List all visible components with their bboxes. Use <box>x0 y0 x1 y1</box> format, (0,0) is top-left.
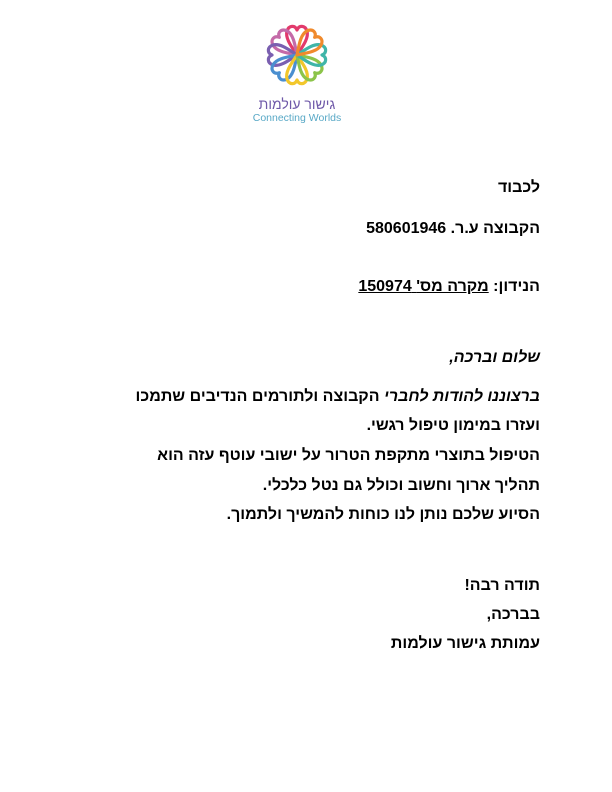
recipient-name: הקבוצה ע.ר. <box>450 220 540 237</box>
body-line-1-rest: הקבוצה ולתורמים הנדיבים שתמכו <box>135 388 380 405</box>
hearts-flower-icon <box>257 16 337 94</box>
subject-number: 150974 <box>358 278 412 295</box>
body-intro-italic: ברצוננו להודות לחברי <box>384 388 540 405</box>
body-line-1 <box>70 387 540 407</box>
greeting: שלום וברכה, <box>449 349 540 366</box>
logo-english-name: Connecting Worlds <box>252 112 342 124</box>
closing-regards: בברכה, <box>486 606 540 623</box>
subject-case <box>358 278 488 295</box>
recipient-line <box>70 219 540 239</box>
signature: עמותת גישור עולמות <box>390 635 540 652</box>
organization-logo <box>237 16 357 122</box>
recipient-number: 580601946 <box>366 220 447 237</box>
body-line-4: תהליך ארוך וחשוב וכולל גם נטל כלכלי. <box>262 477 540 494</box>
salutation: לכבוד <box>497 179 540 196</box>
body-line-2: ועזרו במימון טיפול רגשי. <box>366 417 540 434</box>
subject-text: מקרה מס' <box>416 278 489 295</box>
body-line-3: הטיפול בתוצרי מתקפת הטרור על ישובי עוטף עזה הוא <box>157 447 540 464</box>
closing-thanks: תודה רבה! <box>464 577 540 594</box>
subject-label: הנידון: <box>493 278 540 295</box>
logo-hebrew-name: גישור עולמות <box>258 96 336 112</box>
body-line-5: הסיוע שלכם נותן לנו כוחות להמשיך ולתמוך. <box>226 506 540 523</box>
subject-line <box>70 277 540 297</box>
